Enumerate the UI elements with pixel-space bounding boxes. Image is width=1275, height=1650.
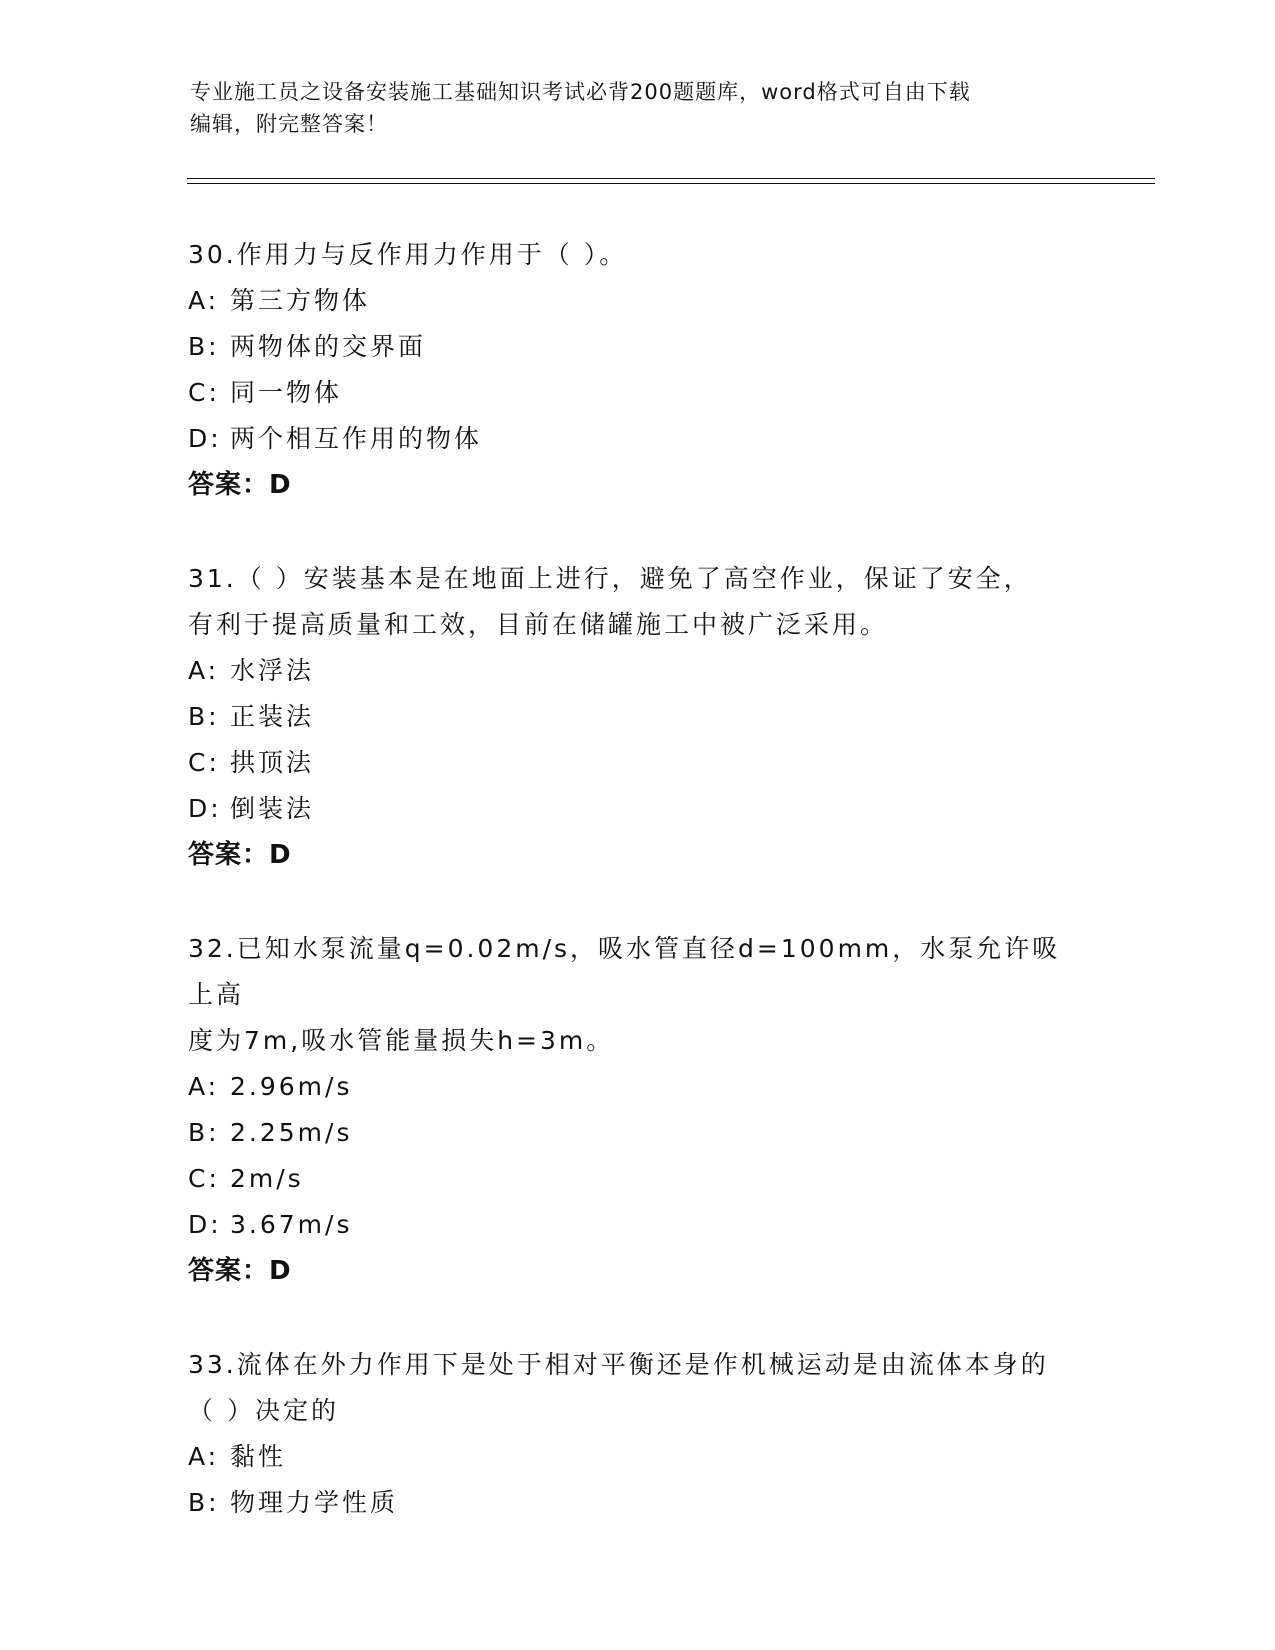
option-d — [188, 786, 1088, 832]
question-stem-line-2: 有利于提高质量和工效，目前在储罐施工中被广泛采用。 — [188, 610, 889, 639]
option-text: 第三方物体 — [230, 286, 371, 315]
option-key: D: — [188, 424, 222, 453]
answer-line: 答案：D — [188, 470, 292, 500]
option-a — [188, 1064, 1088, 1110]
question-stem-line-1: 33.流体在外力作用下是处于相对平衡还是作机械运动是由流体本身的 — [188, 1350, 1049, 1379]
option-text: 3.67m/s — [230, 1210, 353, 1239]
answer-line: 答案：D — [188, 1256, 292, 1286]
option-c — [188, 370, 1088, 416]
option-text: 两个相互作用的物体 — [230, 424, 483, 453]
option-key: C: — [188, 748, 220, 777]
option-key: A: — [188, 1072, 220, 1101]
option-b — [188, 324, 1088, 370]
option-key: B: — [188, 332, 220, 361]
question-stem: 30.作用力与反作用力作用于（ ）。 — [188, 240, 628, 269]
option-key: B: — [188, 702, 220, 731]
option-b — [188, 1480, 1088, 1526]
question-stem-line-2: （ ）决定的 — [188, 1396, 339, 1425]
question-33 — [188, 1342, 1088, 1526]
option-b — [188, 1110, 1088, 1156]
option-text: 拱顶法 — [230, 748, 315, 777]
header-divider-top — [187, 178, 1155, 179]
option-a — [188, 648, 1088, 694]
option-a — [188, 278, 1088, 324]
header-divider-bottom — [187, 183, 1155, 184]
header-line-1: 专业施工员之设备安装施工基础知识考试必背200题题库，word格式可自由下载 — [190, 80, 971, 104]
option-key: A: — [188, 286, 220, 315]
option-key: B: — [188, 1118, 220, 1147]
option-text: 物理力学性质 — [230, 1488, 399, 1517]
option-text: 两物体的交界面 — [230, 332, 427, 361]
option-key: A: — [188, 656, 220, 685]
option-key: B: — [188, 1488, 220, 1517]
option-key: C: — [188, 378, 220, 407]
option-d — [188, 416, 1088, 462]
option-text: 正装法 — [230, 702, 315, 731]
option-text: 2m/s — [230, 1164, 304, 1193]
option-text: 同一物体 — [230, 378, 343, 407]
question-stem-line-1: 31.（ ）安装基本是在地面上进行，避免了高空作业，保证了安全， — [188, 564, 1032, 593]
option-key: D: — [188, 1210, 222, 1239]
document-header — [190, 76, 1090, 140]
option-text: 水浮法 — [230, 656, 315, 685]
option-text: 2.25m/s — [230, 1118, 353, 1147]
header-line-2: 编辑，附完整答案！ — [190, 112, 388, 136]
option-d — [188, 1202, 1088, 1248]
option-b — [188, 694, 1088, 740]
option-key: C: — [188, 1164, 220, 1193]
option-key: D: — [188, 794, 222, 823]
option-text: 黏性 — [230, 1442, 287, 1471]
option-c — [188, 740, 1088, 786]
option-text: 2.96m/s — [230, 1072, 353, 1101]
option-a — [188, 1434, 1088, 1480]
option-c — [188, 1156, 1088, 1202]
option-text: 倒装法 — [230, 794, 315, 823]
answer-line: 答案：D — [188, 840, 292, 870]
question-list — [188, 232, 1088, 1574]
question-31 — [188, 556, 1088, 878]
option-key: A: — [188, 1442, 220, 1471]
question-stem-line-1: 32.已知水泵流量q=0.02m/s，吸水管直径d=100mm，水泵允许吸上高 — [188, 934, 1061, 1009]
question-32 — [188, 926, 1088, 1294]
question-30 — [188, 232, 1088, 508]
question-stem-line-2: 度为7m,吸水管能量损失h=3m。 — [188, 1026, 615, 1055]
